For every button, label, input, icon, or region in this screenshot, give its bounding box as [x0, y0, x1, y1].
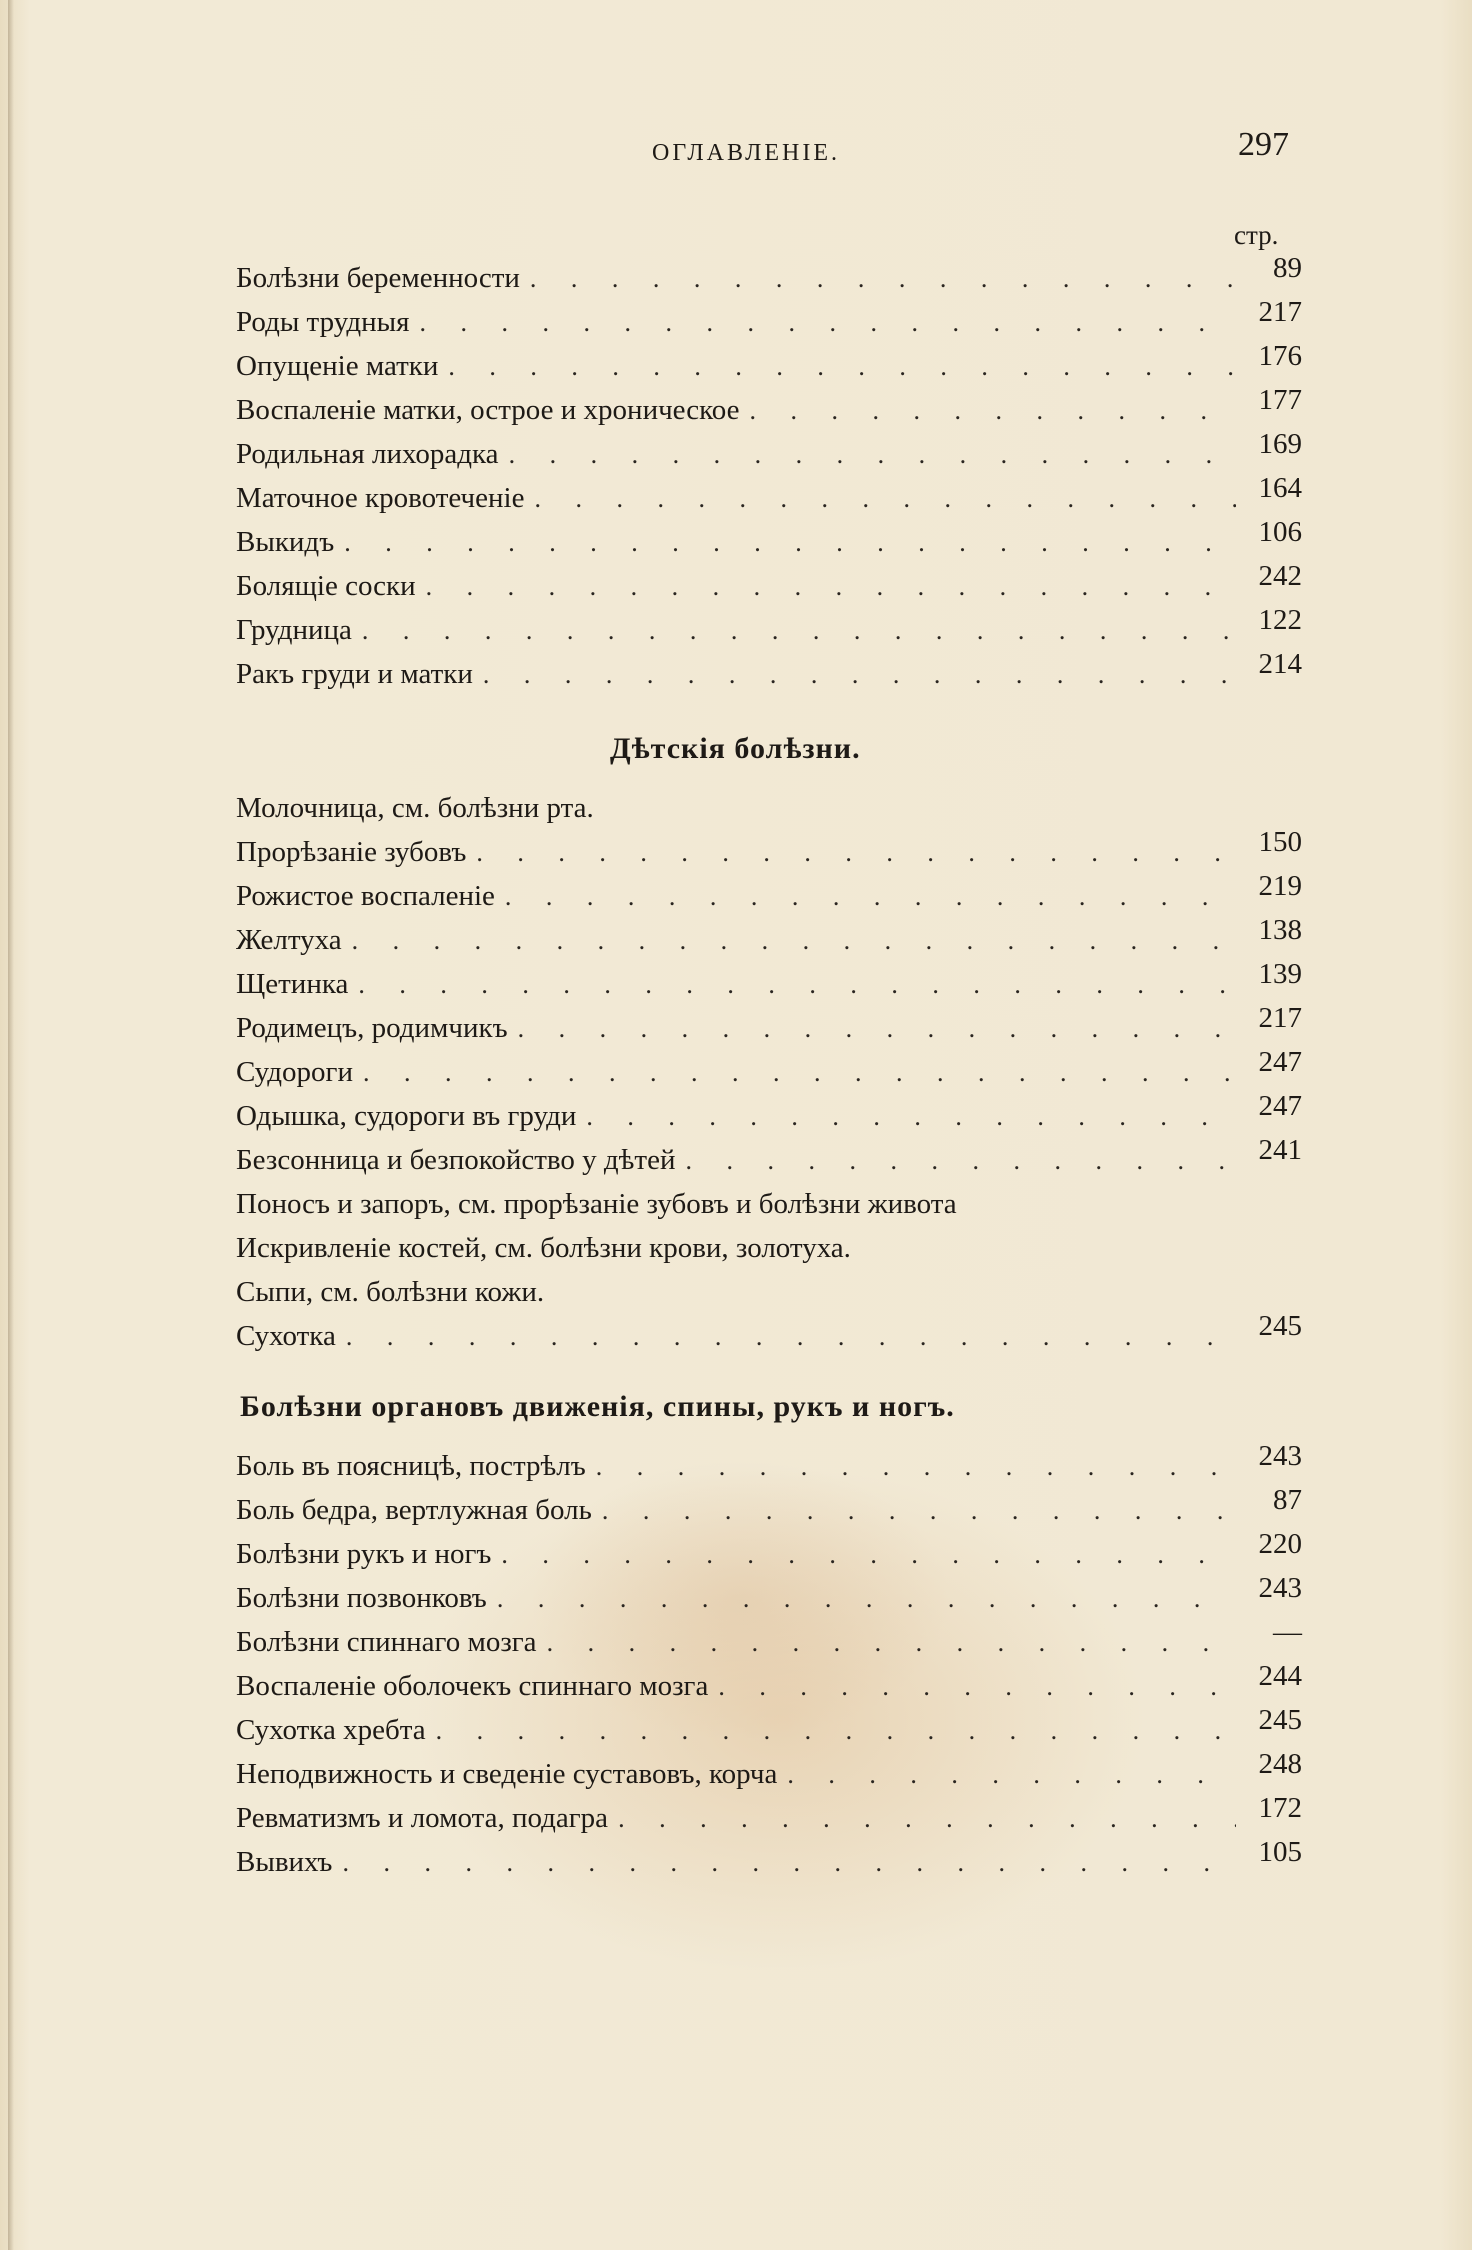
dot-leader — [586, 1102, 1236, 1132]
toc-entry-title: Желтуха — [236, 924, 342, 956]
toc-entry-page: 241 — [1258, 1134, 1302, 1166]
toc-entry-title: Боль въ поясницѣ, пострѣлъ — [236, 1450, 586, 1482]
toc-entry — [236, 1188, 1302, 1232]
toc-entry-title: Сухотка хребта — [236, 1714, 426, 1746]
dot-leader — [346, 1322, 1236, 1352]
toc-entry-title: Выкидъ — [236, 526, 335, 558]
toc-entry — [236, 792, 1302, 836]
toc-entry — [236, 296, 1302, 350]
toc-entry — [236, 1046, 1302, 1100]
dot-leader — [344, 528, 1236, 558]
dot-leader — [358, 970, 1236, 1000]
dot-leader — [426, 572, 1236, 602]
toc-entry-title: Ревматизмъ и ломота, подагра — [236, 1802, 609, 1834]
toc-entry — [236, 1572, 1302, 1626]
toc-entry-page: 248 — [1258, 1748, 1302, 1780]
toc-entry-title: Молочница, см. болѣзни рта. — [236, 792, 594, 824]
toc-entry-page: 122 — [1258, 604, 1302, 636]
toc-entry — [236, 384, 1302, 438]
toc-entry-title: Родильная лихорадка — [236, 438, 499, 470]
toc-entry — [236, 1134, 1302, 1188]
toc-entry-page: 139 — [1258, 958, 1302, 990]
toc-entry-page: 87 — [1273, 1484, 1302, 1516]
toc-entry-page: 89 — [1273, 252, 1302, 284]
toc-entry — [236, 958, 1302, 1012]
dot-leader — [518, 1014, 1236, 1044]
dot-leader — [787, 1760, 1236, 1790]
toc-entry — [236, 1836, 1302, 1890]
dot-leader — [419, 308, 1236, 338]
toc-entry — [236, 1090, 1302, 1144]
toc-entry — [236, 1002, 1302, 1056]
toc-entry-title: Одышка, судороги въ груди — [236, 1100, 577, 1132]
running-head: ОГЛАВЛЕНІЕ. — [652, 140, 841, 166]
toc-entry-page: 106 — [1258, 516, 1302, 548]
toc-entry-title: Болѣзни спиннаго мозга — [236, 1626, 537, 1658]
toc-entry — [236, 648, 1302, 702]
dot-leader — [448, 352, 1236, 382]
toc-entry-page: 217 — [1258, 296, 1302, 328]
dot-leader — [342, 1848, 1236, 1878]
toc-entry-title: Искривленіе костей, см. болѣзни крови, золотуха. — [236, 1232, 851, 1264]
toc-entry-title: Боль бедра, вертлужная боль — [236, 1494, 592, 1526]
toc-entry-page: 244 — [1258, 1660, 1302, 1692]
dot-leader — [749, 396, 1236, 426]
toc-entry-title: Рожистое воспаленіе — [236, 880, 495, 912]
toc-entry-title: Болящіе соски — [236, 570, 416, 602]
toc-entry-title: Воспаленіе оболочекъ спиннаго мозга — [236, 1670, 709, 1702]
toc-entry-title: Поносъ и запоръ, см. прорѣзаніе зубовъ и болѣзни живота — [236, 1188, 957, 1220]
toc-entry-title: Сухотка — [236, 1320, 336, 1352]
toc-entry-page: 242 — [1258, 560, 1302, 592]
toc-entry-page: 245 — [1258, 1704, 1302, 1736]
toc-entry-page: 176 — [1258, 340, 1302, 372]
toc-entry-title: Болѣзни позвонковъ — [236, 1582, 487, 1614]
toc-entry-page: — — [1273, 1616, 1302, 1648]
dot-leader — [363, 1058, 1236, 1088]
toc-entry-title: Вывихъ — [236, 1846, 333, 1878]
dot-leader — [436, 1716, 1236, 1746]
toc-entry — [236, 340, 1302, 394]
toc-entry-page: 150 — [1258, 826, 1302, 858]
toc-entry — [236, 870, 1302, 924]
dot-leader — [686, 1146, 1237, 1176]
dot-leader — [547, 1628, 1236, 1658]
page-column-label: стр. — [1234, 220, 1279, 250]
toc-entry — [236, 1276, 1302, 1320]
toc-entry-title: Родимецъ, родимчикъ — [236, 1012, 508, 1044]
toc-section-childrens-diseases — [236, 792, 1302, 1364]
toc-entry-page: 214 — [1258, 648, 1302, 680]
toc-entry — [236, 1440, 1302, 1494]
toc-entry-page: 219 — [1258, 870, 1302, 902]
toc-entry-page: 177 — [1258, 384, 1302, 416]
toc-entry — [236, 826, 1302, 880]
toc-entry-page: 172 — [1258, 1792, 1302, 1824]
dot-leader — [530, 264, 1236, 294]
toc-entry — [236, 1484, 1302, 1538]
toc-entry — [236, 1792, 1302, 1846]
toc-entry — [236, 1528, 1302, 1582]
toc-entry — [236, 604, 1302, 658]
toc-entry-page: 247 — [1258, 1046, 1302, 1078]
toc-section-womens-diseases — [236, 252, 1302, 702]
dot-leader — [501, 1540, 1236, 1570]
dot-leader — [476, 838, 1236, 868]
toc-entry-title: Роды трудныя — [236, 306, 410, 338]
page-number: 297 — [1238, 126, 1289, 163]
toc-entry-page: 105 — [1258, 1836, 1302, 1868]
toc-entry-page: 138 — [1258, 914, 1302, 946]
toc-entry-title: Сыпи, см. болѣзни кожи. — [236, 1276, 545, 1308]
toc-entry-page: 243 — [1258, 1440, 1302, 1472]
toc-entry — [236, 1704, 1302, 1758]
toc-entry — [236, 1616, 1302, 1670]
dot-leader — [596, 1452, 1236, 1482]
toc-entry-title: Болѣзни рукъ и ногъ — [236, 1538, 492, 1570]
toc-entry — [236, 1232, 1302, 1276]
toc-entry — [236, 428, 1302, 482]
section-heading-locomotor-diseases: Болѣзни органовъ движенія, спины, рукъ и ногъ. — [240, 1390, 955, 1423]
page-fold-shadow — [8, 0, 14, 2250]
toc-entry-title: Болѣзни беременности — [236, 262, 520, 294]
toc-entry-title: Безсонница и безпокойство у дѣтей — [236, 1144, 676, 1176]
dot-leader — [362, 616, 1236, 646]
toc-entry-title: Маточное кровотеченіе — [236, 482, 525, 514]
toc-entry — [236, 252, 1302, 306]
dot-leader — [534, 484, 1236, 514]
dot-leader — [718, 1672, 1236, 1702]
toc-entry-page: 247 — [1258, 1090, 1302, 1122]
toc-entry-title: Ракъ груди и матки — [236, 658, 473, 690]
toc-entry-page: 243 — [1258, 1572, 1302, 1604]
dot-leader — [509, 440, 1236, 470]
toc-entry-title: Грудница — [236, 614, 352, 646]
toc-entry — [236, 1310, 1302, 1364]
toc-entry — [236, 1748, 1302, 1802]
dot-leader — [618, 1804, 1236, 1834]
section-heading-childrens-diseases: Дѣтскія болѣзни. — [610, 732, 861, 765]
toc-entry-title: Опущеніе матки — [236, 350, 439, 382]
dot-leader — [483, 660, 1236, 690]
toc-entry — [236, 1660, 1302, 1714]
toc-entry — [236, 472, 1302, 526]
toc-entry-page: 220 — [1258, 1528, 1302, 1560]
toc-entry-title: Воспаленіе матки, острое и хроническое — [236, 394, 740, 426]
toc-entry — [236, 560, 1302, 614]
dot-leader — [352, 926, 1236, 956]
toc-entry-title: Неподвижность и сведеніе суставовъ, корча — [236, 1758, 778, 1790]
toc-entry-page: 245 — [1258, 1310, 1302, 1342]
toc-entry — [236, 914, 1302, 968]
toc-section-locomotor-diseases — [236, 1440, 1302, 1890]
dot-leader — [602, 1496, 1236, 1526]
toc-entry-title: Щетинка — [236, 968, 349, 1000]
toc-entry-title: Прорѣзаніе зубовъ — [236, 836, 467, 868]
dot-leader — [497, 1584, 1236, 1614]
toc-entry-title: Судороги — [236, 1056, 353, 1088]
toc-entry — [236, 516, 1302, 570]
toc-entry-page: 169 — [1258, 428, 1302, 460]
toc-entry-page: 164 — [1258, 472, 1302, 504]
dot-leader — [505, 882, 1236, 912]
toc-entry-page: 217 — [1258, 1002, 1302, 1034]
